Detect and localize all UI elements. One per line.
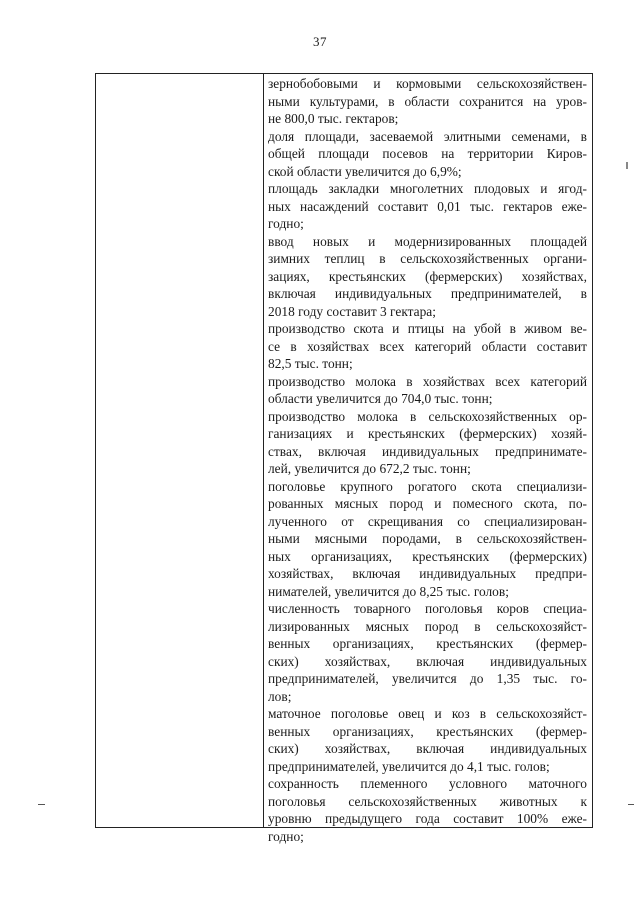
text-line: поголовья сельскохозяйственных животных к [268,793,587,809]
text-line: зациях, крестьянских (фермерских) хозяйствах, [268,268,587,284]
table-right-cell [264,74,592,844]
page-number: 37 [313,34,327,49]
scan-mark-left [38,804,45,805]
text-line: ввод новых и модернизированных площадей [268,233,587,249]
document-table [95,73,593,844]
table-left-cell [96,74,264,827]
text-line: производство скота и птицы на убой в живом ве- [268,321,587,336]
text-line: предпринимателей, увеличится до 4,1 тыс. голов; [268,758,550,774]
text-line: ных насаждений составит 0,01 тыс. гектаров еже- [268,198,587,214]
text-line: ными мясными породами, в сельскохозяйствен- [268,531,587,546]
text-line: зернобобовыми и кормовыми сельскохозяйствен- [268,76,587,91]
text-line: производство молока в сельскохозяйственных ор- [268,408,587,424]
text-line: численность товарного поголовья коров специа- [268,601,587,616]
scan-tick-right [626,162,628,169]
text-line: ными культурами, в области сохранится на уров- [268,93,587,109]
text-line: лученного от скрещивания со специализирован- [268,513,587,529]
text-line: не 800,0 тыс. гектаров; [268,111,399,126]
text-line: се в хозяйствах всех категорий области составит [268,338,587,354]
text-line: зимних теплиц в сельскохозяйственных органи- [268,251,587,266]
text-line: площадь закладки многолетних плодовых и ягод- [268,181,587,196]
text-line: ганизациях и крестьянских (фермерских) хозяй- [268,426,587,441]
text-line: области увеличится до 704,0 тыс. тонн; [268,391,493,406]
text-line: лей, увеличится до 672,2 тыс. тонн; [268,461,471,476]
text-line: производство молока в хозяйствах всех категорий [268,373,587,389]
text-line: годно; [268,216,304,231]
text-line: поголовье крупного рогатого скота специализи- [268,478,587,494]
text-line: сохранность племенного условного маточного [268,776,587,791]
text-line: предпринимателей, увеличится до 1,35 тыс. го- [268,671,587,686]
text-line: ских) хозяйствах, включая индивидуальных [268,741,587,756]
text-line: доля площади, засеваемой элитными семенами, в [268,128,587,144]
text-line: уровню предыдущего года составит 100% еже- [268,811,587,826]
text-line: венных организациях, крестьянских (фермер- [268,723,587,739]
text-line: ских) хозяйствах, включая индивидуальных [268,653,587,669]
text-line: 2018 году составит 3 гектара; [268,303,436,319]
text-line: включая индивидуальных предпринимателей, в [268,286,587,301]
text-line: ствах, включая индивидуальных предпринимате- [268,443,587,459]
text-line: венных организациях, крестьянских (фермер- [268,636,587,651]
text-line: нимателей, увеличится до 8,25 тыс. голов; [268,583,509,599]
text-line: общей площади посевов на территории Киров- [268,146,587,161]
text-line: ных организациях, крестьянских (фермерских) [268,548,587,564]
text-line: 82,5 тыс. тонн; [268,356,353,371]
text-line: маточное поголовье овец и коз в сельскохозяйст- [268,706,587,721]
scan-mark-right [628,804,634,805]
text-line: хозяйствах, включая индивидуальных предпри- [268,566,587,581]
text-line: ской области увеличится до 6,9%; [268,163,462,179]
text-line: рованных мясных пород и помесного скота, по- [268,496,587,511]
text-line: годно; [268,828,304,844]
text-line: лизированных мясных пород в сельскохозяйст- [268,618,587,634]
text-line: лов; [268,688,292,704]
